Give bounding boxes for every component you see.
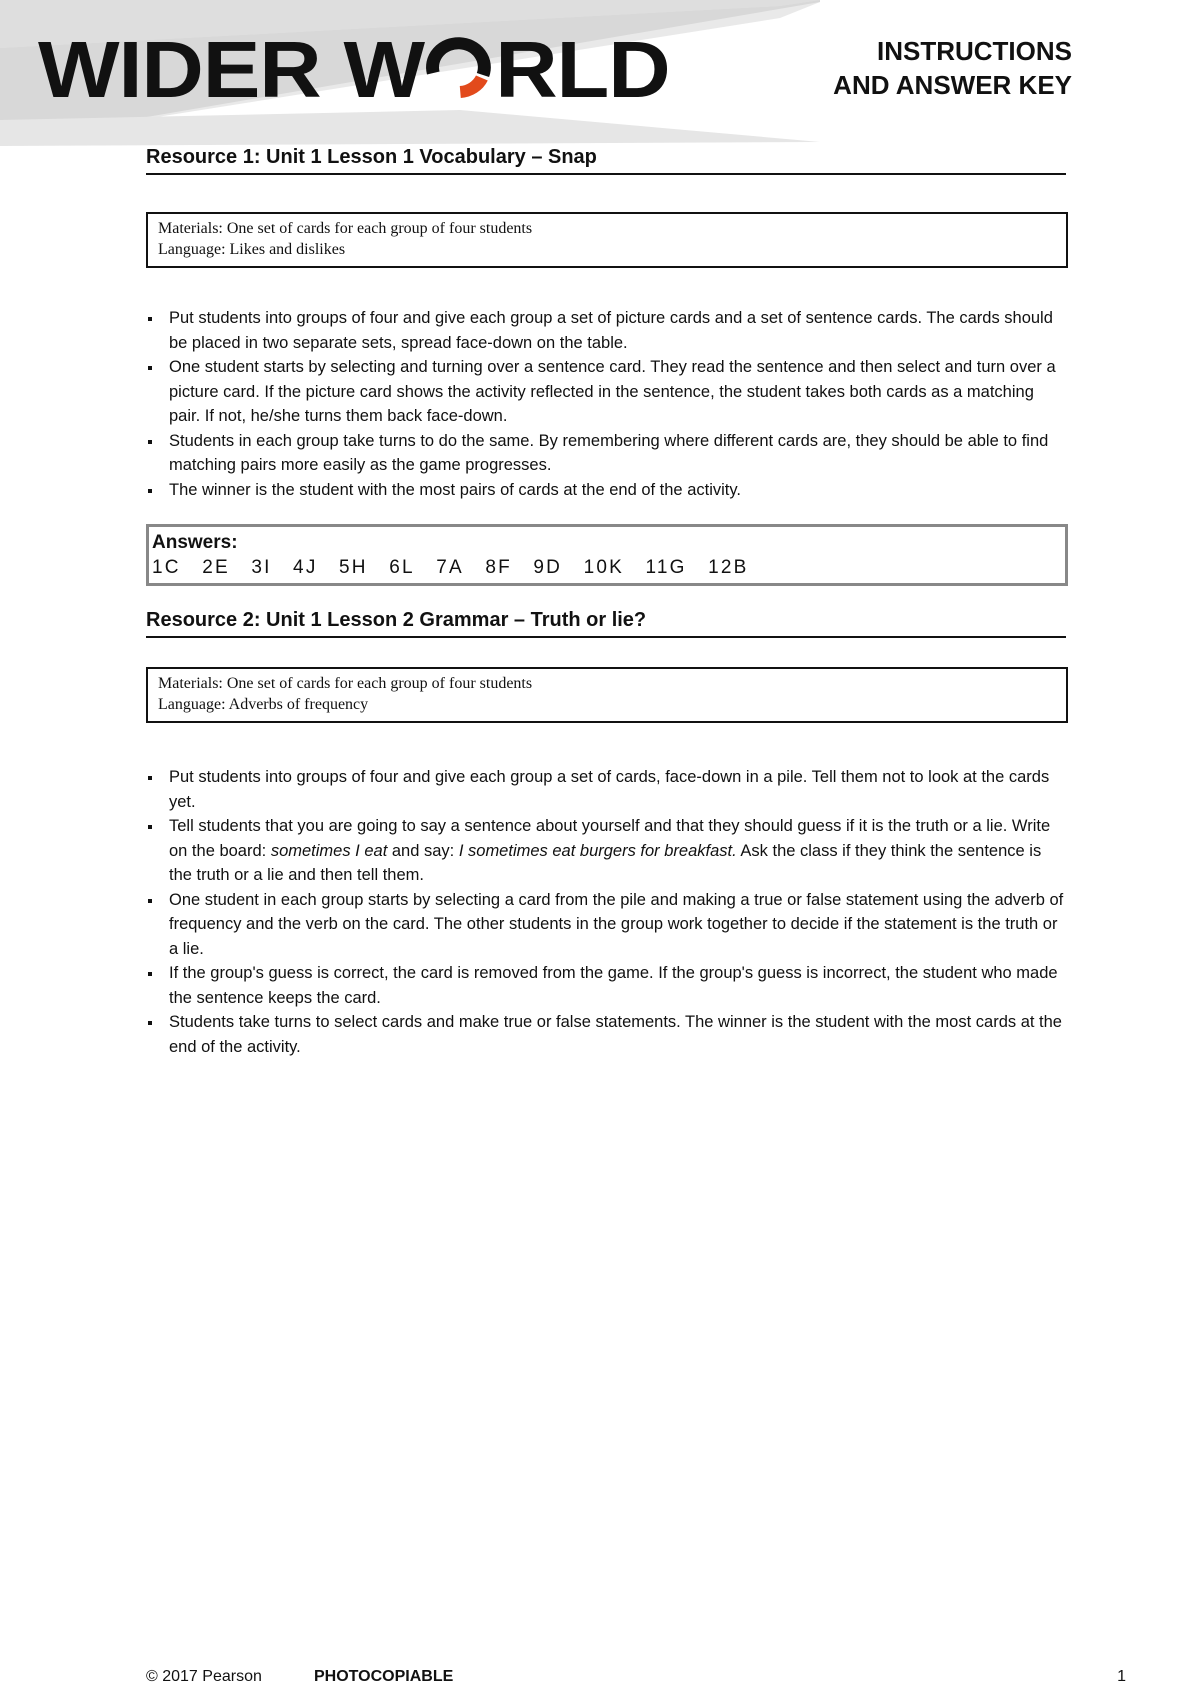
resource-1-materials: Materials: One set of cards for each group of four students <box>158 220 533 237</box>
step-text: Tell students that you are going to say a sentence about yourself and that they should guess if it is the truth or a lie. Write on the board: <box>169 817 1051 860</box>
answer-item: 12B <box>708 557 749 578</box>
photocopiable-label: PHOTOCOPIABLE <box>314 1668 454 1685</box>
resource-2-materials: Materials: One set of cards for each group of four students <box>158 675 533 692</box>
resource-2-language: Language: Adverbs of frequency <box>158 696 369 713</box>
brand-logo: WIDER W RLD <box>38 25 670 114</box>
resource-1-language: Language: Likes and dislikes <box>158 241 346 258</box>
answer-item: 4J <box>293 557 318 578</box>
resource-1-title: Resource 1: Unit 1 Lesson 1 Vocabulary – Snap <box>146 146 1066 175</box>
answer-item: 3I <box>251 557 272 578</box>
resource-1-step-1: Put students into groups of four and give each group a set of picture cards and a set of sentence cards. The cards should be placed in two separate sets, spread face-down on the table. <box>146 306 1066 355</box>
resource-1-section <box>146 146 1066 175</box>
step-text: and say: <box>387 841 459 860</box>
resource-1-step-2: One student starts by selecting and turning over a sentence card. They read the sentence and then select and turn over a picture card. If the picture card shows the activity reflected in the sentence, the student takes both cards as a matching pair. If not, he/she turns them back face-down. <box>146 355 1066 429</box>
answer-item: 6L <box>389 557 415 578</box>
answer-item: 9D <box>533 557 563 578</box>
answer-item: 1C <box>152 557 181 578</box>
resource-2-steps <box>146 765 1066 1059</box>
resource-2-step-5: Students take turns to select cards and make true or false statements. The winner is the student with the most cards at the end of the activity. <box>146 1010 1066 1059</box>
answer-item: 11G <box>645 557 687 578</box>
resource-2-step-1: Put students into groups of four and give each group a set of cards, face-down in a pile. Tell them not to look at the cards yet. <box>146 765 1066 814</box>
answer-item: 10K <box>583 557 625 578</box>
answer-item: 2E <box>202 557 230 578</box>
answers-label: Answers: <box>152 532 238 553</box>
resource-2-step-4: If the group's guess is correct, the card is removed from the game. If the group's guess is incorrect, the student who made the sentence keeps the card. <box>146 961 1066 1010</box>
board-example: sometimes I eat <box>270 841 388 860</box>
document-type-label <box>752 34 1072 102</box>
resource-1-step-3: Students in each group take turns to do the same. By remembering where different cards are, they should be able to find matching pairs more easily as the game progresses. <box>146 429 1066 478</box>
answers-list <box>152 555 1059 580</box>
resource-2-step-2 <box>146 814 1066 888</box>
page-number: 1 <box>1117 1668 1126 1685</box>
copyright: © 2017 Pearson <box>146 1668 262 1685</box>
answer-item: 7A <box>436 557 464 578</box>
document-type-line-1: INSTRUCTIONS <box>877 36 1072 66</box>
resource-2-step-3: One student in each group starts by selecting a card from the pile and making a true or false statement using the adverb of frequency and the verb on the card. The other students in the group work together to decide if the statement is the truth or a lie. <box>146 888 1066 962</box>
example-sentence: I sometimes eat burgers for breakfast. <box>458 841 737 860</box>
resource-1-step-4: The winner is the student with the most pairs of cards at the end of the activity. <box>146 478 1066 503</box>
resource-2-title: Resource 2: Unit 1 Lesson 2 Grammar – Truth or lie? <box>146 609 1066 638</box>
answer-item: 5H <box>339 557 368 578</box>
answer-item: 8F <box>485 557 512 578</box>
resource-2-section <box>146 609 1066 638</box>
resource-1-answers-box <box>146 524 1068 586</box>
resource-1-materials-box <box>146 212 1068 268</box>
step-text: Ask the class if they think the sentence is the truth or a lie and then tell them. <box>169 841 1042 884</box>
resource-2-materials-box <box>146 667 1068 723</box>
resource-1-steps <box>146 306 1066 502</box>
logo-o-ring-icon <box>424 35 495 101</box>
document-type-line-2: AND ANSWER KEY <box>833 70 1072 100</box>
header-band <box>0 0 1200 150</box>
